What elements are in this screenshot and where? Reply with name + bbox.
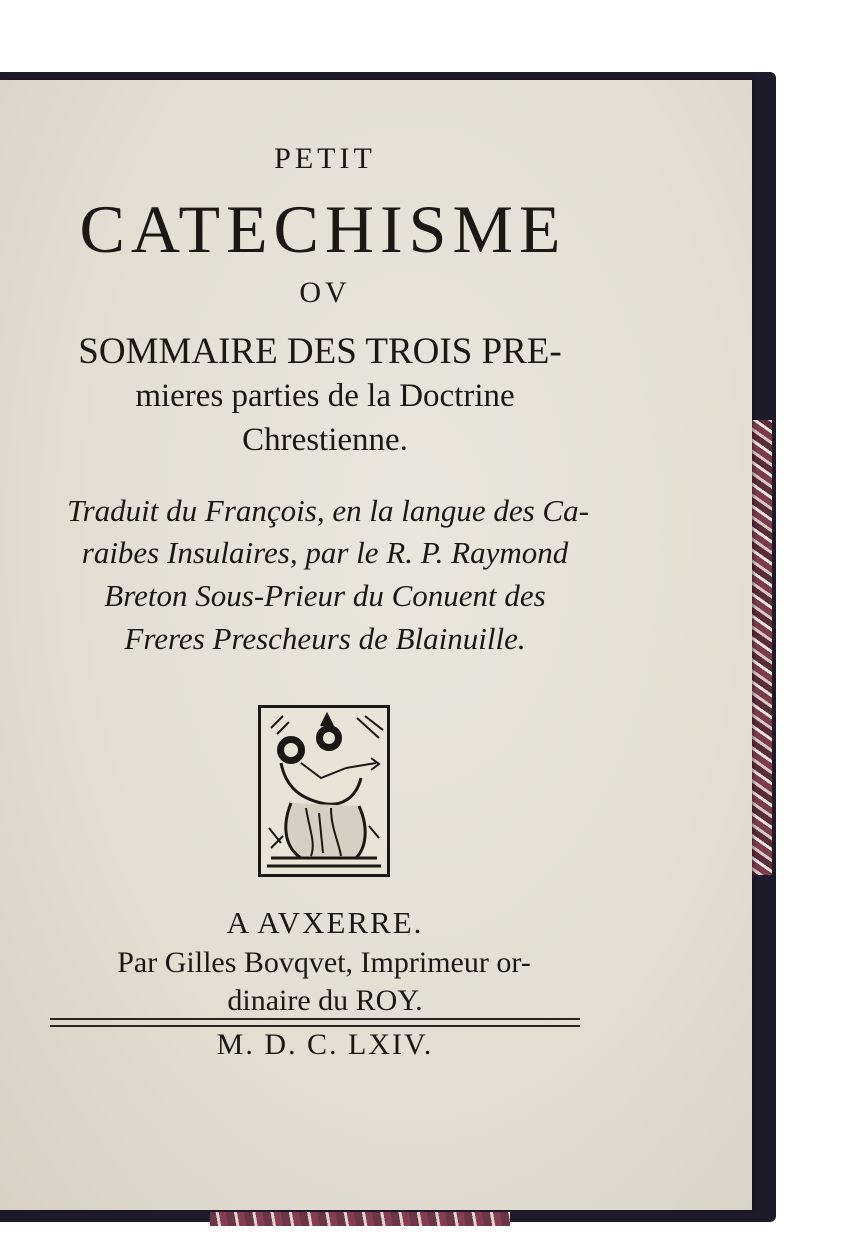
imprint-place: A AVXERRE. [226,905,424,940]
marbled-edge [210,1212,510,1226]
subtitle-line-3: Chrestienne. [242,422,408,458]
translation-line-3: Breton Sous-Prieur du Conuent des [104,578,546,613]
title-petit: PETIT [274,142,376,175]
title-catechisme: CATECHISME [79,191,567,267]
woodcut-illustration [261,708,387,874]
title-page [0,80,752,1210]
subtitle-line-1: SOMMAIRE DES TROIS PRE- [78,331,562,372]
title-ou: OV [299,276,351,309]
imprint-printer: Par Gilles Bovqvet, Imprimeur or- [117,946,531,979]
subtitle-line-2: mieres parties de la Doctrine [135,378,515,414]
printer-rule [50,1018,580,1027]
imprint-date: M. D. C. LXIV. [216,1028,434,1061]
madonna-woodcut-emblem [258,705,390,877]
translation-line-1: Traduit du François, en la langue des Ca- [67,493,589,528]
translation-line-2: raibes Insulaires, par le R. P. Raymond [81,535,569,570]
translation-line-4: Freres Prescheurs de Blainuille. [124,621,526,656]
imprint-royal: dinaire du ROY. [227,984,423,1017]
